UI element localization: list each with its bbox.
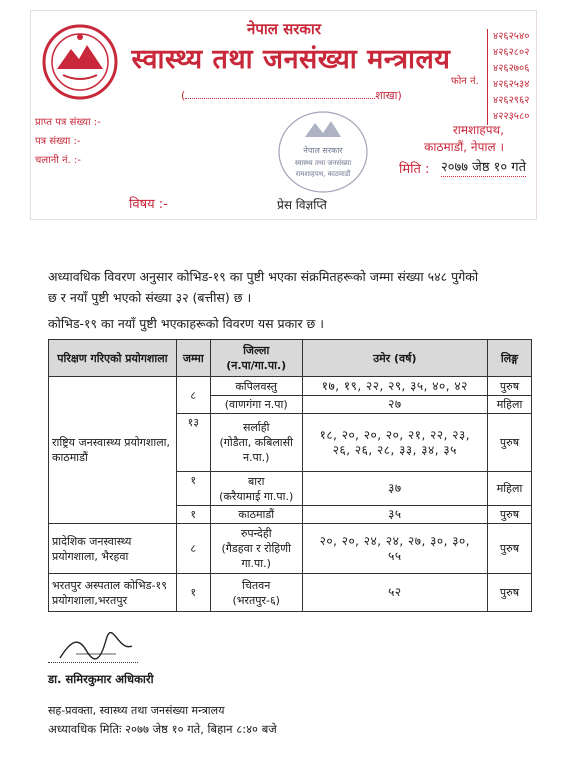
government-name: नेपाल सरकार [247,20,321,38]
age-cell: ३५ [302,506,487,524]
table-row [49,524,532,574]
svg-text:नेपाल सरकार: नेपाल सरकार [303,146,343,155]
branch-suffix: शाखा) [375,89,402,102]
sex-cell: पुरुष [488,414,532,472]
sex-cell: पुरुष [488,524,532,574]
sex-cell: पुरुष [488,574,532,612]
header-sex: लिङ्ग [488,340,532,377]
phone-number: ४२६२७०६ [493,63,530,74]
district-cell: (वाणगंगा न.पा) [210,396,302,414]
header-age: उमेर (वर्ष) [302,340,487,377]
header-district [210,340,302,377]
district-sub: (भरतपुर-६) [232,593,280,607]
ministry-name: स्वास्थ्य तथा जनसंख्या मन्त्रालय [131,44,451,75]
phone-number: ४२६२९६२ [493,95,530,106]
age-cell [302,414,487,472]
total-cell: १३ [176,414,210,472]
table-row [49,377,532,396]
lab-cell: प्रादेशिक जनस्वास्थ्य प्रयोगशाला, भैरहवा [49,524,177,574]
district-cell: कपिलवस्तु [210,377,302,396]
detail-intro: कोभिड-१९ का नयाँ पुष्टी भएकाहरूको विवरण यस प्रकार छ । [48,316,324,331]
total-cell: १ [176,574,210,612]
age-line: ५५ [388,548,402,563]
sex-cell: पुरुष [488,377,532,396]
district-name: बारा [247,474,265,488]
phone-list [487,29,529,125]
update-timestamp: अध्यावधिक मितिः २०७७ जेष्ठ १० गते, बिहान ८:४० बजे [48,722,277,736]
district-cell [210,414,302,472]
subject-label: विषय :- [129,197,168,212]
date-label: मिति : [399,162,430,177]
address-line: काठमाडौं, नेपाल । [424,140,504,154]
age-cell: २७ [302,396,487,414]
svg-text:रामशाहपथ, काठमाडौं: रामशाहपथ, काठमाडौं [295,170,351,178]
branch-blank [185,87,375,99]
district-name: सर्लाही [242,421,270,434]
total-cell: ८ [176,377,210,414]
phone-number: ४२६२५४० [493,31,530,42]
age-cell [302,524,487,574]
letterhead [30,10,537,220]
sex-cell: महिला [488,396,532,414]
ref-letter: पत्र संख्या :- [35,136,81,147]
summary-paragraph [48,266,538,308]
header-lab: परिक्षण गरिएको प्रयोगशाला [49,340,177,377]
age-line: १८, २०, २०, २०, २१, २२, २३, [319,427,471,442]
phone-label: फोन नं. [451,76,479,87]
phone-number: ४२६२५३४ [493,79,530,90]
signer-designation: सह-प्रवक्ता, स्वास्थ्य तथा जनसंख्या मन्त्रालय [48,704,225,717]
cases-table [48,339,532,612]
header-district-sub: (न.पा/गा.पा.) [226,359,287,372]
age-cell: ५२ [302,574,487,612]
total-cell: १ [176,472,210,506]
summary-line: अध्यावधिक विवरण अनुसार कोभिड-१९ का पुष्टी भएका संक्रमितहरूको जम्मा संख्या ५४८ पुगेको [48,269,479,284]
signer-name: डा. समिरकुमार अधिकारी [48,672,154,686]
table-row [49,574,532,612]
district-sub: (गैडहवा र रोहिणी गा.पा.) [221,542,291,570]
district-name: रुपन्देही [240,527,272,540]
district-cell [210,524,302,574]
district-cell [210,472,302,506]
summary-line: छ र नयाँ पुष्टी भएको संख्या ३२ (बत्तीस) छ । [48,290,252,305]
signature-mark [56,632,136,666]
table-header-row [49,340,532,377]
ministry-seal-icon [275,107,371,197]
age-line: २०, २०, २४, २४, २७, ३०, ३०, [319,533,471,548]
subject-value: प्रेस विज्ञप्ति [277,198,327,212]
lab-cell: राष्ट्रिय जनस्वास्थ्य प्रयोगशाला, काठमाडौं [49,377,177,524]
signature-line [48,662,138,663]
district-sub: (करैयामाई गा.पा.) [219,489,294,503]
district-sub: (गोडैता, कबिलासी न.पा.) [219,436,293,464]
age-line: २६, २६, २८, ३३, ३४, ३५ [332,442,457,457]
district-name: चितवन [242,578,271,592]
branch-line [181,87,411,103]
phone-number: ४२२३५८० [493,111,530,122]
age-cell: ३७ [302,472,487,506]
sex-cell: पुरुष [488,506,532,524]
lab-cell: भरतपुर अस्पताल कोभिड-१९ प्रयोगशाला,भरतपुर [49,574,177,612]
date-value: २०७७ जेष्ठ १० गते [441,157,526,177]
age-cell: १७, १९, २२, २९, ३५, ४०, ४२ [302,377,487,396]
phone-number: ४२६२८०२ [493,47,530,58]
district-cell: काठमाडौं [210,506,302,524]
total-cell: १ [176,506,210,524]
address-line: रामशाहपथ, [452,123,504,137]
header-total: जम्मा [176,340,210,377]
svg-text:स्वास्थ्य तथा जनसंख्या: स्वास्थ्य तथा जनसंख्या [294,159,352,167]
nepal-emblem-icon [41,23,119,101]
sex-cell: महिला [488,472,532,506]
ref-dispatch: चलानी नं. :- [35,155,81,166]
branch-prefix: ( [181,89,186,102]
ref-received: प्राप्त पत्र संख्या :- [35,117,101,128]
district-cell [210,574,302,612]
total-cell: ८ [176,524,210,574]
header-district-label: जिल्ला [243,344,270,357]
